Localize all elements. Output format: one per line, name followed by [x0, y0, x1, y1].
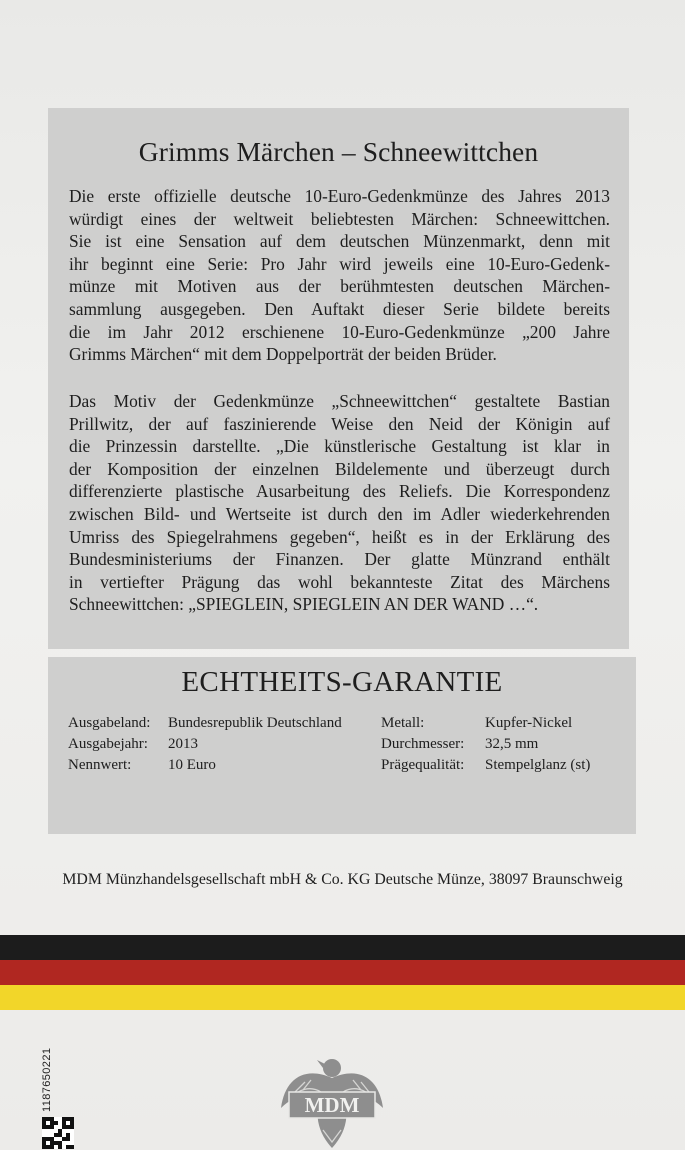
spec-label: Metall: [381, 715, 425, 731]
serial-number: 1187650221 [41, 1047, 53, 1112]
spec-label: Prägequalität: [381, 757, 465, 773]
text-line: münze mit Motiven aus der berühmtesten deutschen Märchen- [69, 276, 610, 297]
text-line: Sie ist eine Sensation auf dem deutschen Münzenmarkt, denn mit [69, 231, 610, 252]
text-line: zwischen Bild- und Wertseite ist durch den im Adler wiederkehrenden [69, 503, 610, 524]
spec-labels-left [68, 713, 150, 776]
spec-labels-right [381, 713, 464, 776]
text-line: Umriss des Spiegelrahmens gegeben“, heißt es in der Erklärung des [69, 526, 610, 547]
spec-values-left [168, 713, 342, 776]
flag-stripe-black [0, 935, 685, 960]
description-title: Grimms Märchen – Schneewittchen [138, 136, 539, 167]
qr-code-icon [42, 1117, 74, 1149]
spec-value: 32,5 mm [485, 736, 539, 752]
text-line: in vertiefter Prägung das wohl bekannteste Zitat des Märchens [69, 571, 610, 592]
text-line: würdigt eines der weltweit beliebtesten Märchen: Schneewittchen. [69, 208, 610, 229]
text-line: ihr beginnt eine Serie: Pro Jahr wird jeweils eine 10-Euro-Gedenk- [69, 253, 610, 274]
logo-text: MDM [304, 1093, 360, 1117]
publisher-address: MDM Münzhandelsgesellschaft mbH & Co. KG Deutsche Münze, 38097 Braunschweig [62, 871, 623, 888]
text-line: Grimms Märchen“ mit dem Doppelporträt der beiden Brüder. [69, 344, 497, 365]
spec-value: Kupfer-Nickel [485, 715, 573, 731]
text-line: die im Jahr 2012 erschienene 10-Euro-Gedenkmünze „200 Jahre [69, 321, 610, 342]
text-line: differenzierte plastische Ausarbeitung des Reliefs. Die Korrespondenz [69, 481, 610, 502]
description-paragraph-1 [69, 185, 610, 366]
text-line: Prillwitz, der auf faszinierende Weise den Neid der Königin auf [69, 413, 610, 434]
text-line: Das Motiv der Gedenkmünze „Schneewittchen“ gestaltete Bastian [69, 391, 610, 411]
spec-values-right [485, 713, 590, 776]
spec-label: Ausgabejahr: [68, 736, 148, 752]
text-line: die Prinzessin darstellte. „Die künstlerische Gestaltung ist klar in [69, 436, 610, 457]
spec-value: 2013 [168, 736, 198, 752]
spec-value: 10 Euro [168, 757, 216, 773]
mdm-eagle-logo [275, 1048, 389, 1150]
text-line: Schneewittchen: „SPIEGLEIN, SPIEGLEIN AN DER WAND …“. [69, 594, 539, 615]
spec-label: Ausgabeland: [68, 715, 151, 731]
spec-value: Stempelglanz (st) [485, 757, 591, 773]
authenticity-guarantee-panel [48, 657, 636, 834]
text-line: sammlung ausgegeben. Den Auftakt dieser Serie bildete bereits [69, 298, 610, 319]
text-line: Bundesministeriums der Finanzen. Der glatte Münzrand enthält [69, 549, 610, 570]
spec-value: Bundesrepublik Deutschland [168, 715, 342, 731]
flag-stripe-red [0, 960, 685, 985]
guarantee-title: ECHTHEITS-GARANTIE [181, 666, 503, 698]
spec-label: Nennwert: [68, 757, 132, 773]
text-line: der Komposition der einzelnen Bildelemente und überzeugt durch [69, 458, 610, 479]
description-panel [48, 108, 629, 649]
spec-label: Durchmesser: [381, 736, 465, 752]
description-paragraph-2 [69, 390, 610, 616]
flag-stripe-gold [0, 985, 685, 1010]
text-line: Die erste offizielle deutsche 10-Euro-Gedenkmünze des Jahres 2013 [69, 186, 610, 206]
